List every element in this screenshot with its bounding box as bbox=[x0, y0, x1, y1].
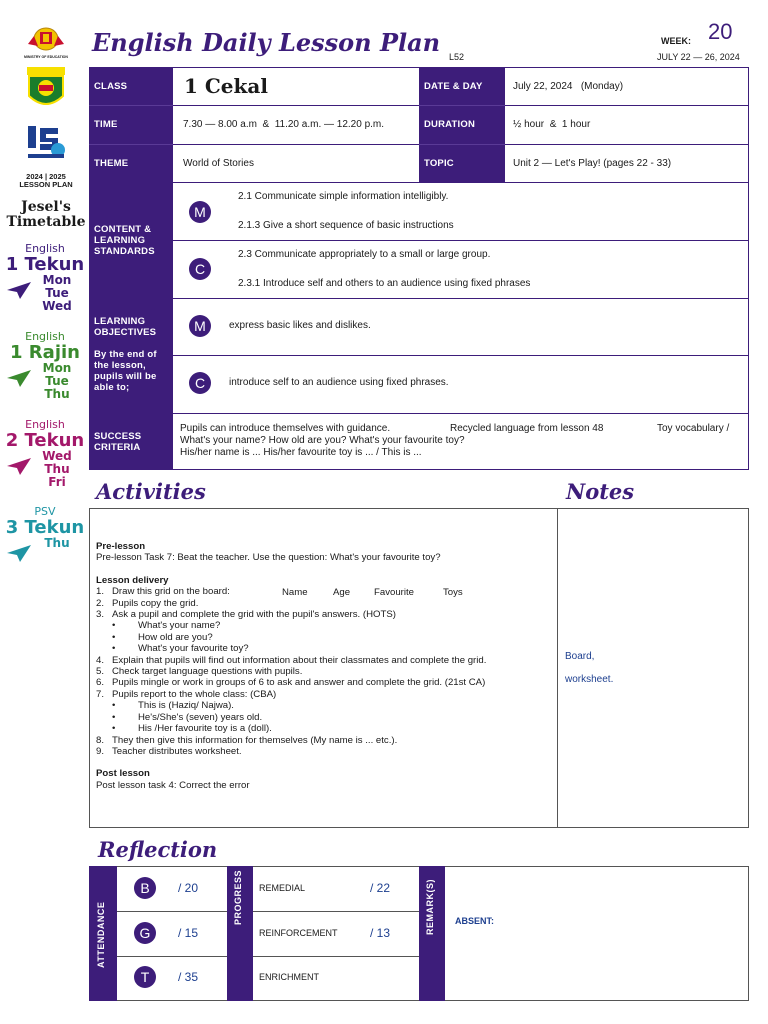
grid-header-age: Age bbox=[333, 587, 351, 598]
total-count: / 35 bbox=[178, 970, 199, 984]
boys-icon: B bbox=[134, 877, 156, 899]
paper-plane-icon bbox=[6, 543, 32, 567]
complementary-skill-icon: C bbox=[189, 372, 211, 394]
main-skill-icon: M bbox=[189, 201, 211, 223]
step-number: • bbox=[112, 700, 116, 712]
step-text: This is (Haziq/ Najwa). bbox=[138, 700, 234, 712]
theme-label: THEME bbox=[94, 157, 129, 169]
delivery-steps bbox=[96, 586, 554, 757]
moe-label: MINISTRY OF EDUCATION bbox=[24, 55, 68, 59]
success-line1b: Recycled language from lesson 48 bbox=[450, 423, 604, 434]
programme-25-logo bbox=[24, 120, 68, 164]
step-number: 6. bbox=[96, 677, 105, 689]
absent-label: ABSENT: bbox=[455, 916, 495, 926]
success-line1a: Pupils can introduce themselves with guidance. bbox=[180, 423, 391, 434]
notes-heading: Notes bbox=[566, 479, 635, 504]
delivery-step bbox=[96, 586, 554, 597]
standard-comp-2: 2.3.1 Introduce self and others to an audience using fixed phrases bbox=[238, 278, 531, 289]
timetable-block-1-rajin bbox=[4, 330, 86, 401]
duration-value: ½ hour & 1 hour bbox=[513, 119, 591, 130]
delivery-step bbox=[96, 598, 554, 609]
date-value: July 22, 2024 (Monday) bbox=[513, 80, 624, 92]
grid-header-favourite: Favourite bbox=[374, 587, 414, 598]
week-dates: JULY 22 — 26, 2024 bbox=[657, 52, 740, 62]
reflection-heading: Reflection bbox=[98, 837, 218, 862]
delivery-step bbox=[96, 689, 554, 700]
notes-line1: Board, bbox=[565, 651, 595, 662]
step-number: 8. bbox=[96, 734, 105, 746]
paper-plane-icon bbox=[6, 456, 32, 480]
step-text: Check target language questions with pupils. bbox=[112, 666, 303, 678]
delivery-step bbox=[96, 620, 554, 631]
block-day: Mon bbox=[42, 273, 72, 287]
delivery-step bbox=[96, 746, 554, 757]
step-text: Pupils report to the whole class: (CBA) bbox=[112, 688, 277, 700]
topic-value: Unit 2 — Let's Play! (pages 22 - 33) bbox=[513, 157, 672, 169]
timetable-block-3-tekun bbox=[4, 505, 86, 550]
block-day: Wed bbox=[42, 449, 72, 463]
timetable-block-2-tekun bbox=[4, 418, 86, 489]
delivery-step bbox=[96, 677, 554, 688]
delivery-step bbox=[96, 735, 554, 746]
page-title: English Daily Lesson Plan bbox=[92, 28, 441, 57]
delivery-step bbox=[96, 700, 554, 711]
moe-logo bbox=[24, 26, 68, 52]
step-text: What's your favourite toy? bbox=[138, 643, 249, 655]
success-line3: His/her name is ... His/her favourite toy is ... / This is ... bbox=[180, 447, 422, 458]
block-class: 1 Tekun bbox=[5, 254, 85, 275]
lesson-plan-label: LESSON PLAN bbox=[19, 180, 73, 189]
block-day: Thu bbox=[44, 536, 70, 550]
remedial-count: / 22 bbox=[370, 881, 391, 895]
delivery-heading: Lesson delivery bbox=[96, 574, 169, 586]
timetable-block-1-tekun bbox=[4, 242, 86, 313]
delivery-step bbox=[96, 632, 554, 643]
delivery-step bbox=[96, 609, 554, 620]
delivery-step bbox=[96, 643, 554, 654]
main-skill-icon: M bbox=[189, 315, 211, 337]
step-number: • bbox=[112, 711, 116, 723]
block-class: 1 Rajin bbox=[10, 342, 80, 363]
theme-value: World of Stories bbox=[183, 157, 254, 169]
objectives-label: LEARNING OBJECTIVES bbox=[94, 316, 157, 338]
grid-header-name: Name bbox=[282, 587, 308, 598]
block-subject: English bbox=[25, 242, 65, 255]
step-number: 1. bbox=[96, 586, 105, 598]
total-icon: T bbox=[134, 966, 156, 988]
pre-lesson-heading: Pre-lesson bbox=[96, 541, 146, 552]
objectives-sublabel: By the end of the lesson, pupils will be able to; bbox=[94, 349, 157, 393]
block-class: 3 Tekun bbox=[5, 517, 85, 538]
step-text: How old are you? bbox=[138, 631, 213, 643]
block-class: 2 Tekun bbox=[5, 430, 85, 451]
enrichment-label: ENRICHMENT bbox=[259, 972, 319, 982]
notes-box bbox=[557, 508, 749, 828]
block-day: Wed bbox=[42, 299, 72, 313]
grid-header-toys: Toys bbox=[443, 587, 463, 598]
step-number: 5. bbox=[96, 666, 105, 678]
step-text: Draw this grid on the board: bbox=[112, 586, 230, 598]
block-day: Mon bbox=[42, 361, 72, 375]
class-value: 1 Cekal bbox=[184, 74, 268, 98]
duration-label: DURATION bbox=[424, 119, 476, 130]
standard-main-1: 2.1 Communicate simple information intelligibly. bbox=[238, 191, 449, 202]
topic-label: TOPIC bbox=[424, 157, 454, 169]
reinforcement-count: / 13 bbox=[370, 926, 391, 940]
step-text: Explain that pupils will find out information about their classmates and complete the grid. bbox=[112, 654, 487, 666]
boys-count: / 20 bbox=[178, 881, 199, 895]
success-label: SUCCESS CRITERIA bbox=[94, 430, 142, 453]
time-label: TIME bbox=[94, 119, 118, 130]
timetable-title: Jesel's Timetable bbox=[6, 199, 86, 230]
year-label: 2024 | 2025 bbox=[26, 172, 66, 181]
delivery-step bbox=[96, 655, 554, 666]
block-subject: English bbox=[25, 330, 65, 343]
step-text: They then give this information for themselves (My name is ... etc.). bbox=[112, 734, 398, 746]
step-text: His /Her favourite toy is a (doll). bbox=[138, 723, 272, 735]
week-number: 20 bbox=[708, 19, 733, 44]
remedial-label: REMEDIAL bbox=[259, 883, 306, 893]
attendance-label: ATTENDANCE bbox=[96, 901, 106, 969]
objective-comp: introduce self to an audience using fixed phrases. bbox=[229, 377, 449, 388]
step-text: Pupils mingle or work in groups of 6 to ask and answer and complete the grid. (21st CA) bbox=[112, 677, 486, 689]
step-number: 9. bbox=[96, 745, 105, 757]
week-label: WEEK: bbox=[661, 36, 691, 46]
step-number: 2. bbox=[96, 597, 105, 609]
post-lesson-text: Post lesson task 4: Correct the error bbox=[96, 779, 250, 791]
activities-content bbox=[96, 541, 554, 791]
block-day: Thu bbox=[44, 387, 70, 401]
delivery-step bbox=[96, 723, 554, 734]
step-number: 4. bbox=[96, 654, 105, 666]
block-day: Tue bbox=[45, 374, 69, 388]
step-number: 7. bbox=[96, 688, 105, 700]
step-number: • bbox=[112, 620, 116, 632]
block-day: Tue bbox=[45, 286, 69, 300]
block-day: Fri bbox=[48, 475, 66, 489]
girls-icon: G bbox=[134, 922, 156, 944]
post-lesson-heading: Post lesson bbox=[96, 768, 150, 780]
step-number: • bbox=[112, 723, 116, 735]
paper-plane-icon bbox=[6, 280, 32, 304]
step-text: Teacher distributes worksheet. bbox=[112, 745, 242, 757]
step-number: 3. bbox=[96, 609, 105, 621]
delivery-step bbox=[96, 666, 554, 677]
objective-main: express basic likes and dislikes. bbox=[229, 320, 371, 331]
block-day: Thu bbox=[44, 462, 70, 476]
paper-plane-icon bbox=[6, 368, 32, 392]
step-number: • bbox=[112, 631, 116, 643]
lesson-code: L52 bbox=[449, 52, 465, 62]
class-label: CLASS bbox=[94, 80, 128, 92]
standards-label: CONTENT & LEARNING STANDARDS bbox=[94, 223, 155, 257]
standard-comp-1: 2.3 Communicate appropriately to a small or large group. bbox=[238, 249, 491, 260]
time-value: 7.30 — 8.00 a.m & 11.20 a.m. — 12.20 p.m. bbox=[183, 119, 385, 130]
school-logo bbox=[25, 66, 67, 112]
block-subject: PSV bbox=[34, 505, 56, 518]
reinforcement-label: REINFORCEMENT bbox=[259, 928, 338, 938]
success-line2: What's your name? How old are you? What's your favourite toy? bbox=[180, 435, 465, 446]
notes-line2: worksheet. bbox=[565, 674, 614, 685]
step-number: • bbox=[112, 643, 116, 655]
step-text: What's your name? bbox=[138, 620, 221, 632]
pre-lesson-text: Pre-lesson Task 7: Beat the teacher. Use the question: What's your favourite toy? bbox=[96, 552, 441, 564]
step-text: Ask a pupil and complete the grid with the pupil's answers. (HOTS) bbox=[112, 609, 396, 621]
girls-count: / 15 bbox=[178, 926, 199, 940]
progress-label: PROGRESS bbox=[233, 869, 243, 925]
sidebar bbox=[0, 0, 90, 1024]
delivery-step bbox=[96, 712, 554, 723]
remarks-label: REMARK(S) bbox=[425, 879, 435, 935]
complementary-skill-icon: C bbox=[189, 258, 211, 280]
success-line1c: Toy vocabulary / bbox=[657, 423, 730, 434]
standard-main-2: 2.1.3 Give a short sequence of basic instructions bbox=[238, 220, 454, 231]
block-subject: English bbox=[25, 418, 65, 431]
date-label: DATE & DAY bbox=[424, 80, 483, 92]
activities-heading: Activities bbox=[96, 479, 206, 504]
step-text: Pupils copy the grid. bbox=[112, 597, 199, 609]
step-text: He's/She's (seven) years old. bbox=[138, 711, 263, 723]
